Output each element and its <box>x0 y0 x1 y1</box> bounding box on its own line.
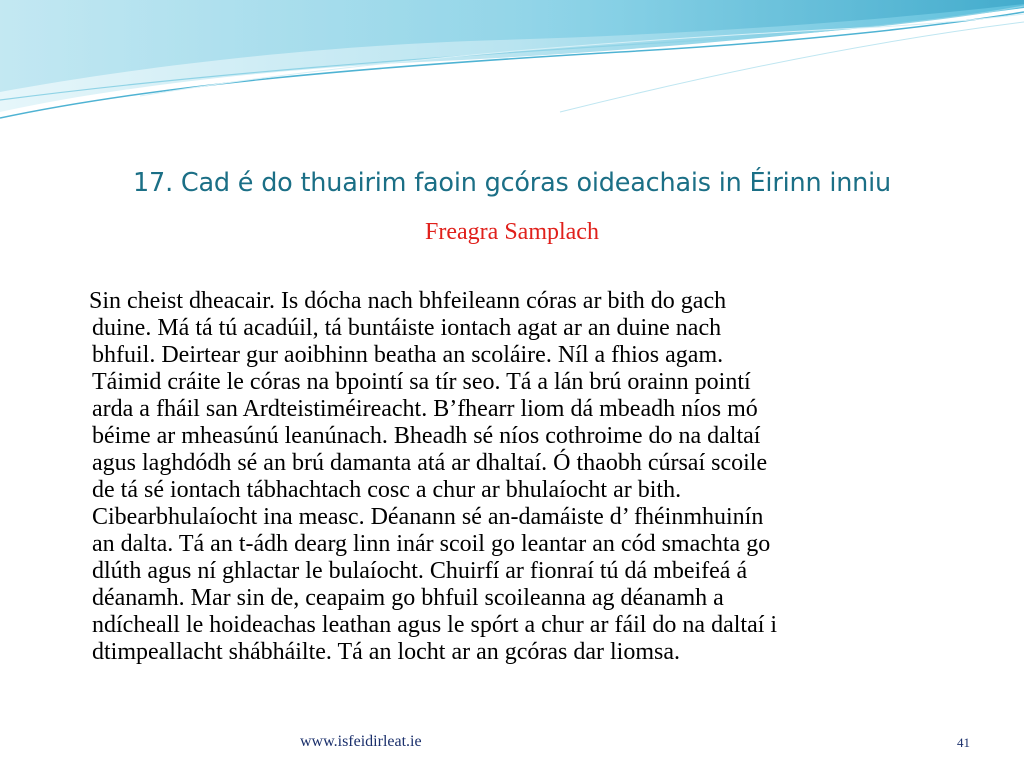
answer-line: agus laghdódh sé an brú damanta atá ar dhaltaí. Ó thaobh cúrsaí scoile <box>92 450 768 476</box>
slide-title: 17. Cad é do thuairim faoin gcóras oideachais in Éirinn inniu <box>133 168 891 198</box>
answer-line: duine. Má tá tú acadúil, tá buntáiste iontach agat ar an duine nach <box>92 315 722 341</box>
answer-line: de tá sé iontach tábhachtach cosc a chur ar bhulaíocht ar bith. <box>92 477 682 503</box>
answer-line: Cibearbhulaíocht ina measc. Déanann sé an-damáiste d’ fhéinmhuinín <box>92 504 764 530</box>
answer-line: déanamh. Mar sin de, ceapaim go bhfuil scoileanna ag déanamh a <box>92 585 724 611</box>
answer-line: dtimpeallacht shábháilte. Tá an locht ar an gcóras dar liomsa. <box>92 639 681 665</box>
answer-line: dlúth agus ní ghlactar le bulaíocht. Chuirfí ar fionraí tú dá mbeifeá á <box>92 558 748 584</box>
answer-line: an dalta. Tá an t-ádh dearg linn inár scoil go leantar an cód smachta go <box>92 531 771 557</box>
page-number: 41 <box>957 735 970 750</box>
slide-subtitle: Freagra Samplach <box>425 219 599 245</box>
answer-body <box>89 288 992 666</box>
footer-url-link[interactable]: www.isfeidirleat.ie <box>300 733 422 750</box>
answer-line: bhfuil. Deirtear gur aoibhinn beatha an scoláire. Níl a fhios agam. <box>92 342 724 368</box>
answer-line: Táimid cráite le córas na bpointí sa tír seo. Tá a lán brú orainn pointí <box>92 369 751 395</box>
answer-line: Sin cheist dheacair. Is dócha nach bhfeileann córas ar bith do gach <box>89 288 727 314</box>
header-wave-decoration <box>0 0 1024 140</box>
answer-line: ndícheall le hoideachas leathan agus le spórt a chur ar fáil do na daltaí i <box>92 612 778 638</box>
answer-line: arda a fháil san Ardteistiméireacht. B’fhearr liom dá mbeadh níos mó <box>92 396 758 422</box>
answer-line: béime ar mheasúnú leanúnach. Bheadh sé níos cothroime do na daltaí <box>92 423 761 449</box>
